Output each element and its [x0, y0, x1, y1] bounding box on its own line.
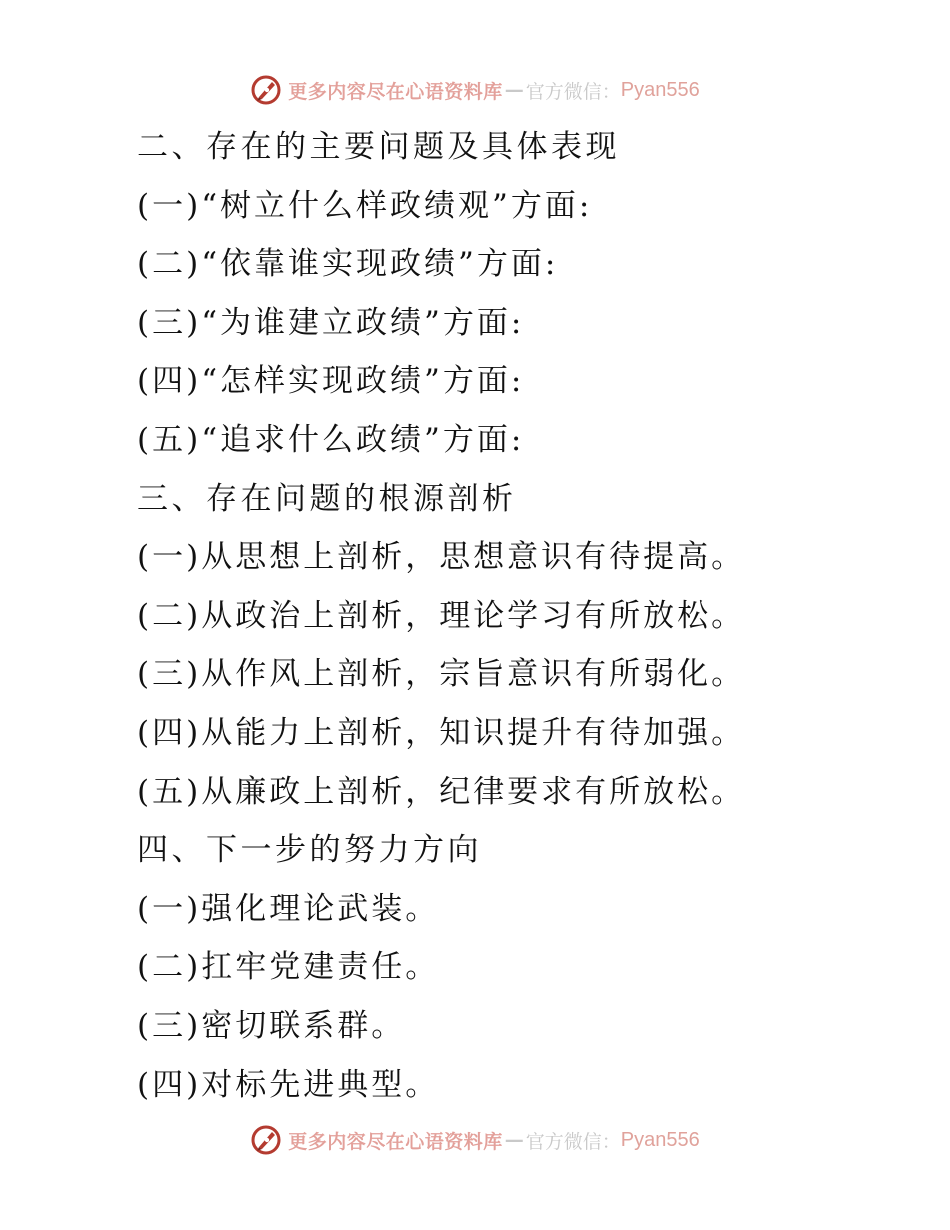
list-item: (五)“追求什么政绩”方面:	[137, 421, 525, 458]
header-watermark-banner	[0, 70, 950, 110]
section-heading-3: 三、存在问题的根源剖析	[137, 480, 517, 517]
quill-pen-logo-icon	[250, 1124, 282, 1156]
document-body	[137, 118, 927, 1114]
footer-watermark-banner	[0, 1120, 950, 1160]
banner-wechat-label: 官方微信：	[525, 80, 621, 103]
section-heading-4: 四、下一步的努力方向	[137, 832, 482, 869]
banner-wechat-handle: Pyan556	[620, 1128, 700, 1151]
list-item: (四)对标先进典型。	[137, 1066, 440, 1103]
list-item: (三)从作风上剖析，宗旨意识有所弱化。	[137, 656, 746, 693]
list-item: (四)从能力上剖析，知识提升有待加强。	[137, 714, 746, 751]
banner-promo-text: 更多内容尽在心语资料库	[288, 1130, 503, 1153]
list-item: (二)从政治上剖析，理论学习有所放松。	[137, 597, 746, 634]
quill-pen-logo-icon	[250, 74, 282, 106]
banner-wechat-label: 官方微信：	[525, 1130, 621, 1153]
banner-dash: —	[504, 79, 524, 101]
banner-promo-text: 更多内容尽在心语资料库	[288, 80, 503, 103]
list-item: (二)扛牢党建责任。	[137, 949, 440, 986]
list-item: (一)“树立什么样政绩观”方面:	[137, 187, 593, 224]
list-item: (二)“依靠谁实现政绩”方面:	[137, 246, 559, 283]
list-item: (四)“怎样实现政绩”方面:	[137, 363, 525, 400]
list-item: (五)从廉政上剖析，纪律要求有所放松。	[137, 773, 746, 810]
list-item: (三)“为谁建立政绩”方面:	[137, 304, 525, 341]
banner-wechat-handle: Pyan556	[620, 78, 700, 101]
list-item: (一)强化理论武装。	[137, 890, 440, 927]
section-heading-2: 二、存在的主要问题及具体表现	[137, 129, 620, 165]
list-item: (三)密切联系群。	[137, 1007, 406, 1044]
list-item: (一)从思想上剖析，思想意识有待提高。	[137, 539, 746, 576]
banner-dash: —	[504, 1129, 524, 1151]
